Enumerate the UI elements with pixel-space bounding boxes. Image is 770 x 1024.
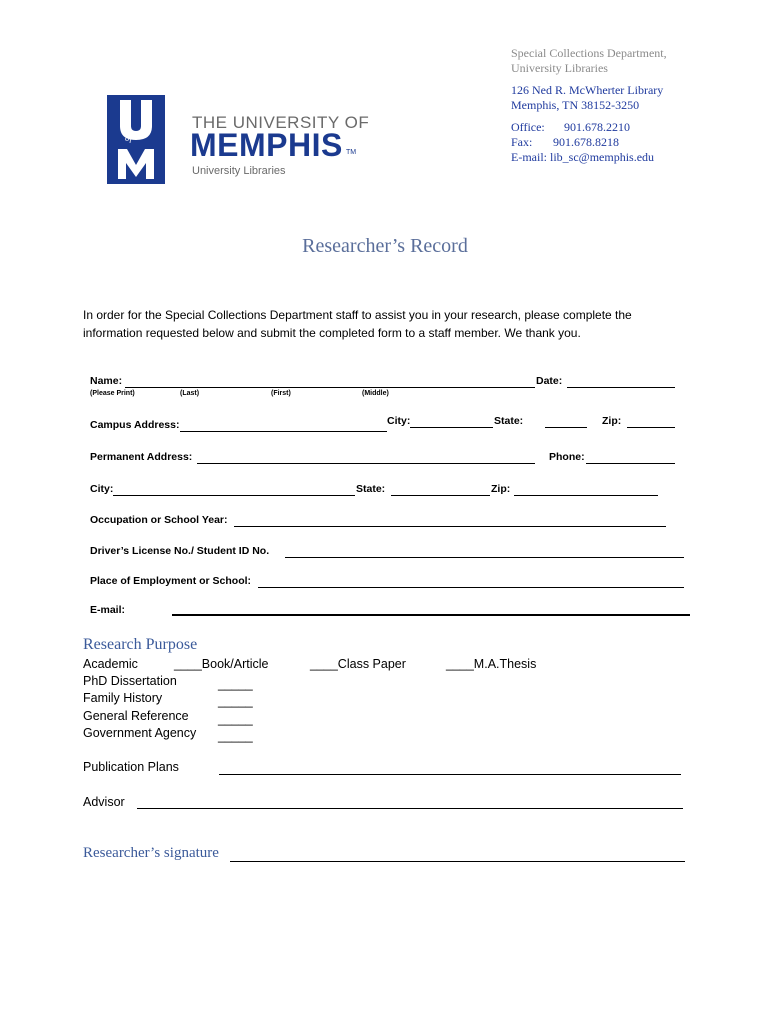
phone-label: Phone: xyxy=(549,451,585,463)
family-history-blank[interactable]: _____ xyxy=(218,694,253,708)
campus-state-label: State: xyxy=(494,415,524,427)
logo-university-libraries: University Libraries xyxy=(192,165,286,177)
signature-label: Researcher’s signature xyxy=(83,845,219,861)
permanent-address-label: Permanent Address: xyxy=(90,451,193,463)
name-hint-last: (Last) xyxy=(180,390,200,397)
campus-city-label: City: xyxy=(387,415,411,427)
logo-trademark: TM xyxy=(346,149,357,156)
name-hint-first: (First) xyxy=(271,390,291,397)
occupation-label: Occupation or School Year: xyxy=(90,514,228,526)
university-logo-mark xyxy=(107,95,165,184)
date-label: Date: xyxy=(536,375,563,387)
publication-plans-field[interactable] xyxy=(219,774,681,775)
license-field[interactable] xyxy=(285,557,684,558)
name-hint-middle: (Middle) xyxy=(362,390,389,397)
advisor-field[interactable] xyxy=(137,808,683,809)
email-contact: E-mail: lib_sc@memphis.edu xyxy=(511,150,655,164)
campus-zip-label: Zip: xyxy=(602,415,622,427)
address-line-2: Memphis, TN 38152-3250 xyxy=(511,98,640,112)
address-line-1: 126 Ned R. McWherter Library xyxy=(511,83,664,97)
name-hint-print: (Please Print) xyxy=(90,390,135,397)
name-label: Name: xyxy=(90,375,123,387)
fax-label: Fax: xyxy=(511,135,533,149)
academic-label: Academic xyxy=(83,657,138,671)
logo-university-of: THE UNIVERSITY OF xyxy=(192,113,370,132)
office-label: Office: xyxy=(511,120,545,134)
u-letter-icon xyxy=(116,100,156,140)
employment-label: Place of Employment or School: xyxy=(90,575,252,587)
dept-line-1: Special Collections Department, xyxy=(511,46,667,60)
campus-zip-field[interactable] xyxy=(627,427,675,428)
government-agency-blank[interactable]: _____ xyxy=(218,729,253,743)
phone-field[interactable] xyxy=(586,463,675,464)
general-reference-label: General Reference xyxy=(83,709,189,723)
email-field[interactable] xyxy=(172,614,690,616)
campus-address-field[interactable] xyxy=(180,431,387,432)
zip-label: Zip: xyxy=(491,483,511,495)
employment-field[interactable] xyxy=(258,587,684,588)
office-phone: 901.678.2210 xyxy=(564,120,630,134)
general-reference-blank[interactable]: _____ xyxy=(218,712,253,726)
family-history-label: Family History xyxy=(83,691,163,705)
publication-plans-label: Publication Plans xyxy=(83,760,179,774)
logo-of: of xyxy=(125,133,133,143)
state-label: State: xyxy=(356,483,386,495)
intro-paragraph: In order for the Special Collections Department staff to assist you in your research, please complete the information requested below and submit the completed form to a staff member. We thank you. xyxy=(83,308,632,340)
advisor-label: Advisor xyxy=(83,795,125,809)
campus-city-field[interactable] xyxy=(410,427,493,428)
dept-line-2: University Libraries xyxy=(511,61,608,75)
name-field[interactable] xyxy=(125,387,535,388)
class-paper-option[interactable]: ____Class Paper xyxy=(310,657,406,671)
m-letter-icon xyxy=(116,149,156,179)
city-label: City: xyxy=(90,483,114,495)
state-field[interactable] xyxy=(391,495,490,496)
permanent-address-field[interactable] xyxy=(197,463,535,464)
license-label: Driver’s License No./ Student ID No. xyxy=(90,545,270,557)
email-label: E-mail: xyxy=(90,604,126,616)
signature-field[interactable] xyxy=(230,861,685,862)
city-field[interactable] xyxy=(113,495,355,496)
book-article-option[interactable]: ____Book/Article xyxy=(174,657,269,671)
campus-address-label: Campus Address: xyxy=(90,419,180,431)
date-field[interactable] xyxy=(567,387,675,388)
logo-memphis: MEMPHIS xyxy=(190,127,343,163)
research-purpose-heading: Research Purpose xyxy=(83,636,198,653)
page-title: Researcher’s Record xyxy=(302,235,468,257)
ma-thesis-option[interactable]: ____M.A.Thesis xyxy=(446,657,537,671)
occupation-field[interactable] xyxy=(234,526,666,527)
phd-dissertation-blank[interactable]: _____ xyxy=(218,677,253,691)
zip-field[interactable] xyxy=(514,495,658,496)
phd-dissertation-label: PhD Dissertation xyxy=(83,674,177,688)
campus-state-field[interactable] xyxy=(545,427,587,428)
fax-number: 901.678.8218 xyxy=(553,135,619,149)
government-agency-label: Government Agency xyxy=(83,726,197,740)
